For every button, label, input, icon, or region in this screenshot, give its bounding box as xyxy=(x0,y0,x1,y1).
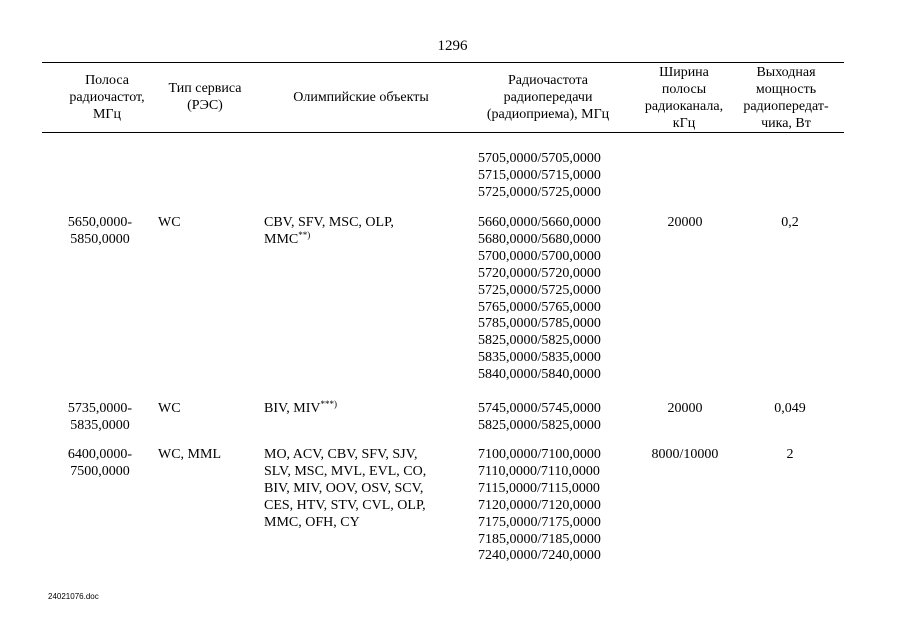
bandwidth-value: 20000 xyxy=(667,215,703,230)
frequency-value: 7185,0000/7185,0000 xyxy=(478,531,601,547)
header-frequency-line: (радиоприема), МГц xyxy=(486,107,610,122)
header-bandwidth-line: радиоканала, xyxy=(644,99,724,114)
band-cell xyxy=(44,447,156,481)
service-value: WC, MML xyxy=(158,447,221,462)
frequency-value: 5765,0000/5765,0000 xyxy=(478,299,601,315)
frequency-value: 7120,0000/7120,0000 xyxy=(478,497,601,513)
header-frequency-line: радиопередачи xyxy=(503,90,593,105)
header-service-line: (РЭС) xyxy=(187,98,223,113)
footnote-marker: **) xyxy=(298,229,311,240)
objects-value xyxy=(264,229,394,249)
footnote-marker: ***) xyxy=(320,399,338,409)
service-cell xyxy=(158,215,181,232)
objects-value: CES, HTV, STV, CVL, OLP, xyxy=(264,497,426,513)
frequency-value: 7100,0000/7100,0000 xyxy=(478,447,601,462)
objects-text: MMC xyxy=(264,231,299,247)
bandwidth-value: 8000/10000 xyxy=(651,447,719,462)
objects-value: MO, ACV, CBV, SFV, SJV, xyxy=(264,447,418,462)
header-frequency-line: Радиочастота xyxy=(508,73,588,88)
header-bandwidth xyxy=(628,64,740,132)
service-value: WC xyxy=(158,215,181,230)
header-service xyxy=(140,80,270,114)
objects-text: BIV, MIV xyxy=(264,401,321,416)
frequency-value: 5720,0000/5720,0000 xyxy=(478,265,601,281)
header-objects xyxy=(276,89,446,106)
objects-value xyxy=(264,401,337,418)
band-cell xyxy=(44,401,156,435)
header-power xyxy=(730,64,842,132)
band-value: 5735,0000- xyxy=(67,401,133,416)
header-band-line: радиочастот, xyxy=(69,90,145,105)
power-cell xyxy=(735,447,845,464)
frequency-value: 5725,0000/5725,0000 xyxy=(478,184,601,200)
table-header-rule xyxy=(42,132,844,133)
power-value: 0,049 xyxy=(774,401,806,416)
objects-cell xyxy=(264,447,426,532)
header-power-line: чика, Вт xyxy=(761,116,811,131)
service-cell xyxy=(158,447,221,464)
frequency-value: 5825,0000/5825,0000 xyxy=(478,417,601,433)
frequency-value: 5835,0000/5835,0000 xyxy=(478,350,601,366)
frequency-value: 5660,0000/5660,0000 xyxy=(478,215,601,230)
band-value: 7500,0000 xyxy=(70,463,130,479)
band-value: 5835,0000 xyxy=(70,417,130,433)
page-number: 1296 xyxy=(437,38,468,54)
frequency-value: 7175,0000/7175,0000 xyxy=(478,514,601,530)
frequency-value: 5785,0000/5785,0000 xyxy=(478,316,601,332)
bandwidth-value: 20000 xyxy=(667,401,703,416)
bandwidth-cell xyxy=(630,447,740,464)
header-bandwidth-line: кГц xyxy=(672,116,696,131)
objects-value: BIV, MIV, OOV, OSV, SCV, xyxy=(264,480,424,496)
frequency-value: 7115,0000/7115,0000 xyxy=(478,480,600,496)
frequency-value: 5725,0000/5725,0000 xyxy=(478,282,601,298)
frequency-value: 5840,0000/5840,0000 xyxy=(478,367,601,383)
table-top-rule xyxy=(42,62,844,63)
frequency-cell xyxy=(478,401,601,435)
objects-value: SLV, MSC, MVL, EVL, CO, xyxy=(264,463,427,479)
service-value: WC xyxy=(158,401,181,416)
header-power-line: Выходная xyxy=(756,65,816,80)
frequency-cell xyxy=(478,447,601,565)
bandwidth-cell xyxy=(630,401,740,418)
header-service-line: Тип сервиса xyxy=(168,81,242,96)
header-bandwidth-line: Ширина xyxy=(659,65,709,80)
power-cell xyxy=(735,215,845,232)
document-filename: 24021076.doc xyxy=(48,592,99,601)
service-cell xyxy=(158,401,181,418)
continuation-frequencies xyxy=(478,151,601,202)
header-objects-line: Олимпийские объекты xyxy=(293,90,429,105)
frequency-value: 5700,0000/5700,0000 xyxy=(478,248,601,264)
objects-value: MMC, OFH, CY xyxy=(264,514,360,530)
objects-value: CBV, SFV, MSC, OLP, xyxy=(264,215,394,230)
frequency-value: 5705,0000/5705,0000 xyxy=(478,151,601,166)
power-value: 0,2 xyxy=(781,215,799,230)
band-value: 6400,0000- xyxy=(67,447,133,462)
frequency-value: 5745,0000/5745,0000 xyxy=(478,401,601,416)
objects-cell xyxy=(264,401,337,418)
header-band-line: Полоса xyxy=(85,73,129,88)
frequency-value: 5715,0000/5715,0000 xyxy=(478,167,601,183)
power-value: 2 xyxy=(786,447,794,462)
frequency-value: 5680,0000/5680,0000 xyxy=(478,231,601,247)
header-frequency xyxy=(468,72,628,123)
frequency-value: 7110,0000/7110,0000 xyxy=(478,463,600,479)
objects-cell xyxy=(264,215,394,249)
header-power-line: мощность xyxy=(755,82,817,97)
header-power-line: радиопередат- xyxy=(743,99,829,114)
band-value: 5850,0000 xyxy=(70,231,130,247)
bandwidth-cell xyxy=(630,215,740,232)
band-value: 5650,0000- xyxy=(67,215,133,230)
header-band-line: МГц xyxy=(92,107,122,122)
frequency-value: 7240,0000/7240,0000 xyxy=(478,548,601,564)
band-cell xyxy=(44,215,156,249)
frequency-value: 5825,0000/5825,0000 xyxy=(478,333,601,349)
power-cell xyxy=(735,401,845,418)
frequency-cell xyxy=(478,215,601,384)
header-bandwidth-line: полосы xyxy=(661,82,707,97)
